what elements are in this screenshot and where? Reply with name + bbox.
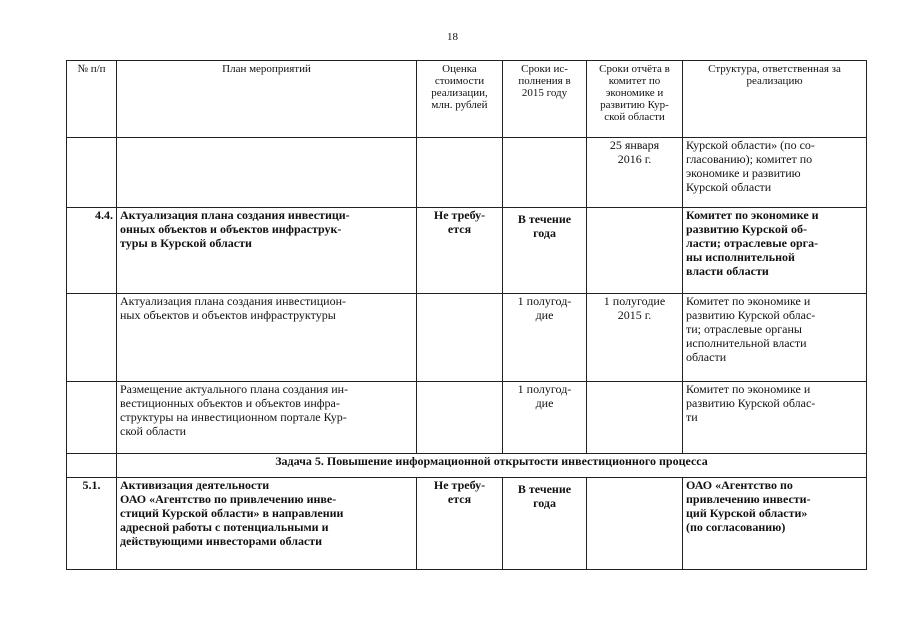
responsible-line: развитию Курской облас- <box>686 308 816 322</box>
header-cost-line: млн. рублей <box>431 99 488 111</box>
header-terms <box>503 61 587 138</box>
responsible-line: Курской области» (по со- <box>686 138 815 152</box>
cell-terms <box>503 208 587 294</box>
report-line: 2016 г. <box>617 152 652 166</box>
responsible-line: ций Курской области» <box>686 506 808 520</box>
responsible-line: гласованию); комитет по <box>686 152 813 166</box>
responsible-line: Комитет по экономике и <box>686 294 811 308</box>
plan-line: ской области <box>120 424 187 438</box>
header-row <box>67 61 867 138</box>
header-report-line: Сроки отчёта в <box>599 63 670 75</box>
header-cost-line: Оценка <box>442 63 477 75</box>
cell-report <box>587 382 683 454</box>
header-report-line: экономике и <box>605 87 664 99</box>
responsible-line: области <box>686 350 727 364</box>
responsible-line: развитию Курской об- <box>686 222 807 236</box>
cell-report <box>587 138 683 208</box>
responsible-line: ОАО «Агентство по <box>686 478 793 492</box>
plan-line: стиций Курской области» в направлении <box>120 506 344 520</box>
plan-line: Размещение актуального плана создания ин- <box>120 382 349 396</box>
header-responsible <box>683 61 867 138</box>
table-row-5-1 <box>67 478 867 570</box>
task-row <box>67 454 867 478</box>
responsible-line: Комитет по экономике и <box>686 382 811 396</box>
responsible-line: экономике и развитию <box>686 166 801 180</box>
cell-num <box>67 294 117 382</box>
plan-line: Актуализация плана создания инвестицион- <box>120 294 346 308</box>
plan-line: структуры на инвестиционном портале Кур- <box>120 410 347 424</box>
terms-line: В течение <box>517 212 572 226</box>
cell-responsible <box>683 478 867 570</box>
header-report-line: ской области <box>604 111 665 123</box>
cell-terms <box>503 478 587 570</box>
terms-line: дие <box>535 396 554 410</box>
plan-table <box>66 60 867 570</box>
responsible-line: привлечению инвести- <box>686 492 811 506</box>
plan-line: Актуализация плана создания инвестици- <box>120 208 350 222</box>
terms-line: года <box>533 226 556 240</box>
terms-line: В течение <box>517 482 572 496</box>
responsible-line: (по согласованию) <box>686 520 786 534</box>
header-cost-line: реализации, <box>431 87 488 99</box>
cell-terms <box>503 382 587 454</box>
report-line: 25 января <box>609 138 660 152</box>
cell-num <box>67 138 117 208</box>
page-number: 18 <box>447 31 458 43</box>
cell-responsible <box>683 382 867 454</box>
plan-line: действующими инвесторами области <box>120 534 323 548</box>
responsible-line: ти <box>686 410 698 424</box>
header-responsible-line: реализацию <box>746 75 803 87</box>
header-terms-line: полнения в <box>518 75 571 87</box>
report-line: 2015 г. <box>617 308 652 322</box>
cell-num <box>67 454 117 478</box>
terms-line: года <box>533 496 556 510</box>
cost-line: Не требу- <box>433 208 486 222</box>
header-report-line: развитию Кур- <box>600 99 669 111</box>
header-num: № п/п <box>67 61 117 138</box>
terms-line: 1 полугод- <box>517 382 572 396</box>
responsible-line: ласти; отраслевые орга- <box>686 236 819 250</box>
cell-num <box>67 382 117 454</box>
cell-cost <box>417 138 503 208</box>
table-row-4-4-b <box>67 382 867 454</box>
cell-responsible <box>683 294 867 382</box>
header-terms-line: 2015 году <box>521 87 568 99</box>
responsible-line: развитию Курской облас- <box>686 396 816 410</box>
header-cost <box>417 61 503 138</box>
cost-line: Не требу- <box>433 478 486 492</box>
plan-line: онных объектов и объектов инфраструк- <box>120 222 342 236</box>
cost-line: ется <box>447 492 472 506</box>
plan-line: адресной работы с потенциальными и <box>120 520 329 534</box>
cell-cost <box>417 382 503 454</box>
report-line: 1 полугодие <box>603 294 666 308</box>
cell-num: 5.1. <box>67 478 117 570</box>
cell-terms <box>503 138 587 208</box>
cell-cost <box>417 294 503 382</box>
cell-report <box>587 478 683 570</box>
table-row-4-4-a <box>67 294 867 382</box>
cell-cost <box>417 208 503 294</box>
header-responsible-line: Структура, ответственная за <box>708 63 841 75</box>
responsible-line: Курской области <box>686 180 772 194</box>
responsible-line: Комитет по экономике и <box>686 208 819 222</box>
cell-terms <box>503 294 587 382</box>
plan-line: ОАО «Агентство по привлечению инве- <box>120 492 337 506</box>
cell-responsible <box>683 138 867 208</box>
plan-line: Активизация деятельности <box>120 478 270 492</box>
header-plan: План мероприятий <box>117 61 417 138</box>
header-report <box>587 61 683 138</box>
plan-line: вестиционных объектов и объектов инфра- <box>120 396 340 410</box>
cell-plan <box>117 478 417 570</box>
cell-plan <box>117 382 417 454</box>
table-row-4-4 <box>67 208 867 294</box>
terms-line: дие <box>535 308 554 322</box>
plan-line: ных объектов и объектов инфраструктуры <box>120 308 336 322</box>
cell-cost <box>417 478 503 570</box>
header-cost-line: стоимости <box>434 75 485 87</box>
cell-responsible <box>683 208 867 294</box>
task-5-heading: Задача 5. Повышение информационной открытости инвестиционного процесса <box>117 454 867 478</box>
cell-plan <box>117 294 417 382</box>
cell-plan <box>117 138 417 208</box>
cell-num: 4.4. <box>67 208 117 294</box>
cost-line: ется <box>447 222 472 236</box>
header-report-line: комитет по <box>608 75 661 87</box>
responsible-line: исполнительной власти <box>686 336 807 350</box>
cell-report <box>587 294 683 382</box>
table-row-continuation <box>67 138 867 208</box>
plan-line: туры в Курской области <box>120 236 252 250</box>
cell-plan <box>117 208 417 294</box>
responsible-line: ти; отраслевые органы <box>686 322 802 336</box>
cell-report <box>587 208 683 294</box>
responsible-line: ны исполнительной <box>686 250 795 264</box>
terms-line: 1 полугод- <box>517 294 572 308</box>
responsible-line: власти области <box>686 264 769 278</box>
header-terms-line: Сроки ис- <box>521 63 568 75</box>
